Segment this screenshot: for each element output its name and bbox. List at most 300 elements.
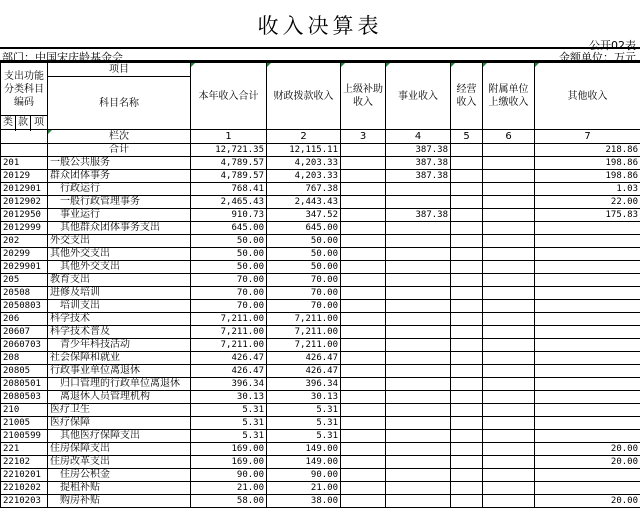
table-row: [1, 170, 640, 183]
row-code: 2100599: [1, 430, 48, 443]
row-c5: [451, 235, 483, 248]
table-row: [1, 352, 640, 365]
row-c4: [386, 391, 451, 404]
row-c3: [341, 495, 386, 508]
row-subject-name: 培训支出: [48, 300, 191, 313]
table-row: [1, 365, 640, 378]
row-subject-name: 进修及培训: [48, 287, 191, 300]
row-c1: 50.00: [191, 248, 267, 261]
row-subject-name: 医疗卫生: [48, 404, 191, 417]
header-lei: 类: [1, 116, 16, 130]
row-c2: 426.47: [267, 365, 341, 378]
total-c6: [483, 144, 535, 157]
row-code: 21005: [1, 417, 48, 430]
header-col5: 经营收入: [451, 63, 483, 130]
row-c1: 90.00: [191, 469, 267, 482]
row-c5: [451, 391, 483, 404]
row-c4: [386, 261, 451, 274]
row-c2: 645.00: [267, 222, 341, 235]
row-c1: 426.47: [191, 365, 267, 378]
row-c5: [451, 495, 483, 508]
row-c2: 149.00: [267, 456, 341, 469]
page-title: 收入决算表: [257, 14, 383, 38]
row-subject-name: 青少年科技活动: [48, 339, 191, 352]
row-c7: [535, 287, 640, 300]
header-col6: 附属单位上缴收入: [483, 63, 535, 130]
row-c4: [386, 469, 451, 482]
row-c4: [386, 300, 451, 313]
row-c5: [451, 261, 483, 274]
row-c3: [341, 261, 386, 274]
row-c3: [341, 287, 386, 300]
row-c2: 30.13: [267, 391, 341, 404]
amount-unit-label: 金额单位：万元: [559, 51, 636, 64]
table-row: [1, 313, 640, 326]
row-c4: [386, 495, 451, 508]
header-item: 项目: [48, 63, 191, 77]
row-subject-name: 科学技术普及: [48, 326, 191, 339]
row-c2: 50.00: [267, 235, 341, 248]
row-c4: [386, 404, 451, 417]
row-code: 2012901: [1, 183, 48, 196]
row-c6: [483, 339, 535, 352]
row-code: 2029901: [1, 261, 48, 274]
row-code: 2012950: [1, 209, 48, 222]
row-subject-name: 其他医疗保障支出: [48, 430, 191, 443]
row-c5: [451, 157, 483, 170]
row-c2: 70.00: [267, 274, 341, 287]
row-code: 206: [1, 313, 48, 326]
row-c4: [386, 456, 451, 469]
row-c4: [386, 326, 451, 339]
row-subject-name: 购房补贴: [48, 495, 191, 508]
header-subject-name: 科目名称: [48, 77, 191, 130]
row-code: 202: [1, 235, 48, 248]
row-c4: [386, 378, 451, 391]
row-subject-name: 行政事业单位离退休: [48, 365, 191, 378]
row-c1: 50.00: [191, 261, 267, 274]
row-code: 2012999: [1, 222, 48, 235]
row-c6: [483, 430, 535, 443]
row-c4: [386, 248, 451, 261]
row-c2: 4,203.33: [267, 170, 341, 183]
header-blank: [1, 130, 48, 144]
total-row: [1, 144, 640, 157]
row-c7: [535, 339, 640, 352]
header-col3: 上级补助收入: [341, 63, 386, 130]
table-row: [1, 196, 640, 209]
table-row: [1, 417, 640, 430]
table-row: [1, 183, 640, 196]
row-c5: [451, 417, 483, 430]
row-c1: 4,789.57: [191, 170, 267, 183]
header-row-label: 栏次: [48, 130, 191, 144]
row-c1: 396.34: [191, 378, 267, 391]
row-c3: [341, 274, 386, 287]
row-code: 201: [1, 157, 48, 170]
row-c1: 21.00: [191, 482, 267, 495]
table-row: [1, 248, 640, 261]
row-c1: 58.00: [191, 495, 267, 508]
table-row: [1, 443, 640, 456]
row-code: 2210203: [1, 495, 48, 508]
total-c4: 387.38: [386, 144, 451, 157]
row-c4: 387.38: [386, 170, 451, 183]
row-c4: 387.38: [386, 209, 451, 222]
row-code: 22102: [1, 456, 48, 469]
row-c6: [483, 248, 535, 261]
row-c5: [451, 183, 483, 196]
row-subject-name: 其他群众团体事务支出: [48, 222, 191, 235]
row-c7: [535, 469, 640, 482]
header-function-code: 支出功能分类科目编码: [1, 63, 48, 116]
row-subject-name: 提租补贴: [48, 482, 191, 495]
header-kuan: 款: [16, 116, 31, 130]
row-c7: 20.00: [535, 443, 640, 456]
row-c4: 387.38: [386, 157, 451, 170]
header-col4: 事业收入: [386, 63, 451, 130]
row-c7: [535, 235, 640, 248]
row-c6: [483, 313, 535, 326]
row-subject-name: 教育支出: [48, 274, 191, 287]
row-c5: [451, 469, 483, 482]
row-c4: [386, 430, 451, 443]
row-subject-name: 离退休人员管理机构: [48, 391, 191, 404]
row-c5: [451, 443, 483, 456]
row-c3: [341, 326, 386, 339]
row-c1: 768.41: [191, 183, 267, 196]
table-row: [1, 469, 640, 482]
row-c6: [483, 456, 535, 469]
row-c6: [483, 183, 535, 196]
row-c4: [386, 339, 451, 352]
row-c7: 175.83: [535, 209, 640, 222]
row-c2: 4,203.33: [267, 157, 341, 170]
row-c3: [341, 482, 386, 495]
row-c4: [386, 417, 451, 430]
table-row: [1, 209, 640, 222]
row-c5: [451, 378, 483, 391]
row-code: 208: [1, 352, 48, 365]
table-row: [1, 404, 640, 417]
row-c5: [451, 313, 483, 326]
row-c5: [451, 209, 483, 222]
row-c3: [341, 209, 386, 222]
table-row: [1, 326, 640, 339]
total-c7: 218.86: [535, 144, 640, 157]
table-row: [1, 482, 640, 495]
row-code: 2050803: [1, 300, 48, 313]
col-number-1: 1: [191, 130, 267, 144]
row-c6: [483, 196, 535, 209]
row-code: 20805: [1, 365, 48, 378]
row-c6: [483, 209, 535, 222]
col-number-7: 7: [535, 130, 640, 144]
row-c7: [535, 326, 640, 339]
row-c6: [483, 287, 535, 300]
row-c4: [386, 274, 451, 287]
row-c7: [535, 378, 640, 391]
row-c4: [386, 482, 451, 495]
row-c5: [451, 404, 483, 417]
row-c6: [483, 157, 535, 170]
row-code: 20508: [1, 287, 48, 300]
header-xiang: 项: [31, 116, 48, 130]
row-c5: [451, 300, 483, 313]
row-subject-name: 科学技术: [48, 313, 191, 326]
row-c4: [386, 352, 451, 365]
row-code: 221: [1, 443, 48, 456]
total-code-blank: [1, 144, 48, 157]
row-c6: [483, 261, 535, 274]
row-c4: [386, 443, 451, 456]
row-c2: 149.00: [267, 443, 341, 456]
row-c3: [341, 404, 386, 417]
table-row: [1, 391, 640, 404]
row-c1: 2,465.43: [191, 196, 267, 209]
table-row: [1, 287, 640, 300]
col-number-4: 4: [386, 130, 451, 144]
row-code: 20299: [1, 248, 48, 261]
row-c2: 50.00: [267, 248, 341, 261]
row-c7: [535, 274, 640, 287]
table-row: [1, 456, 640, 469]
row-c5: [451, 274, 483, 287]
row-c5: [451, 326, 483, 339]
row-subject-name: 一般行政管理事务: [48, 196, 191, 209]
row-c6: [483, 378, 535, 391]
row-c3: [341, 313, 386, 326]
row-subject-name: 外交支出: [48, 235, 191, 248]
row-code: 20607: [1, 326, 48, 339]
row-c3: [341, 352, 386, 365]
table-row: [1, 222, 640, 235]
row-c1: 645.00: [191, 222, 267, 235]
row-subject-name: 住房保障支出: [48, 443, 191, 456]
row-c4: [386, 235, 451, 248]
row-code: 205: [1, 274, 48, 287]
row-c5: [451, 287, 483, 300]
row-code: 20129: [1, 170, 48, 183]
row-c3: [341, 157, 386, 170]
row-c2: 767.38: [267, 183, 341, 196]
row-c4: [386, 313, 451, 326]
row-c3: [341, 222, 386, 235]
col-number-6: 6: [483, 130, 535, 144]
row-c7: [535, 404, 640, 417]
row-c2: 2,443.43: [267, 196, 341, 209]
row-c1: 50.00: [191, 235, 267, 248]
row-c4: [386, 365, 451, 378]
row-c1: 7,211.00: [191, 313, 267, 326]
row-code: 2080501: [1, 378, 48, 391]
row-c6: [483, 482, 535, 495]
col-number-3: 3: [341, 130, 386, 144]
row-c7: 22.00: [535, 196, 640, 209]
table-row: [1, 378, 640, 391]
row-subject-name: 事业运行: [48, 209, 191, 222]
row-c5: [451, 196, 483, 209]
col-number-2: 2: [267, 130, 341, 144]
row-c5: [451, 248, 483, 261]
table-row: [1, 274, 640, 287]
row-c7: 198.86: [535, 170, 640, 183]
row-c3: [341, 300, 386, 313]
row-c7: [535, 391, 640, 404]
row-c6: [483, 352, 535, 365]
row-c2: 38.00: [267, 495, 341, 508]
table-row: [1, 261, 640, 274]
row-c1: 30.13: [191, 391, 267, 404]
row-c6: [483, 495, 535, 508]
table-row: [1, 495, 640, 508]
row-c2: 90.00: [267, 469, 341, 482]
row-c6: [483, 404, 535, 417]
row-c7: [535, 417, 640, 430]
row-c5: [451, 222, 483, 235]
row-c1: 426.47: [191, 352, 267, 365]
row-c7: 20.00: [535, 456, 640, 469]
row-c3: [341, 417, 386, 430]
row-c3: [341, 170, 386, 183]
row-c6: [483, 469, 535, 482]
row-c2: 7,211.00: [267, 339, 341, 352]
row-c7: [535, 430, 640, 443]
row-c3: [341, 248, 386, 261]
row-c2: 21.00: [267, 482, 341, 495]
row-c2: 70.00: [267, 300, 341, 313]
row-c1: 70.00: [191, 274, 267, 287]
row-c5: [451, 456, 483, 469]
col-number-5: 5: [451, 130, 483, 144]
row-c3: [341, 339, 386, 352]
row-c3: [341, 391, 386, 404]
row-c6: [483, 274, 535, 287]
row-subject-name: 一般公共服务: [48, 157, 191, 170]
row-code: 2080503: [1, 391, 48, 404]
row-subject-name: 群众团体事务: [48, 170, 191, 183]
row-c2: 70.00: [267, 287, 341, 300]
row-c1: 5.31: [191, 417, 267, 430]
row-c7: 198.86: [535, 157, 640, 170]
row-c3: [341, 378, 386, 391]
row-c7: [535, 313, 640, 326]
row-c1: 4,789.57: [191, 157, 267, 170]
row-subject-name: 其他外交支出: [48, 248, 191, 261]
row-subject-name: 社会保障和就业: [48, 352, 191, 365]
table-row: [1, 157, 640, 170]
row-c2: 50.00: [267, 261, 341, 274]
total-c1: 12,721.35: [191, 144, 267, 157]
header-col2: 财政拨款收入: [267, 63, 341, 130]
row-c2: 7,211.00: [267, 313, 341, 326]
row-c4: [386, 183, 451, 196]
row-subject-name: 医疗保障: [48, 417, 191, 430]
row-c2: 5.31: [267, 417, 341, 430]
row-subject-name: 其他外交支出: [48, 261, 191, 274]
row-c2: 426.47: [267, 352, 341, 365]
row-c3: [341, 196, 386, 209]
row-c5: [451, 352, 483, 365]
header-col1: 本年收入合计: [191, 63, 267, 130]
row-c1: 5.31: [191, 430, 267, 443]
row-c7: [535, 222, 640, 235]
row-c2: 7,211.00: [267, 326, 341, 339]
department-label: 部门：中国宋庆龄基金会: [2, 51, 123, 64]
row-c4: [386, 196, 451, 209]
row-c6: [483, 365, 535, 378]
row-c6: [483, 235, 535, 248]
row-c1: 70.00: [191, 300, 267, 313]
row-c5: [451, 170, 483, 183]
row-code: 210: [1, 404, 48, 417]
row-c2: 5.31: [267, 404, 341, 417]
row-subject-name: 行政运行: [48, 183, 191, 196]
form-number: 公开02表: [589, 39, 636, 52]
row-c3: [341, 469, 386, 482]
row-subject-name: 住房改革支出: [48, 456, 191, 469]
row-code: 2210201: [1, 469, 48, 482]
row-c6: [483, 417, 535, 430]
row-c7: [535, 248, 640, 261]
row-c7: 20.00: [535, 495, 640, 508]
row-c5: [451, 339, 483, 352]
row-c3: [341, 183, 386, 196]
table-row: [1, 235, 640, 248]
row-code: 2012902: [1, 196, 48, 209]
header-col7: 其他收入: [535, 63, 640, 130]
total-label: 合计: [48, 144, 191, 157]
row-c6: [483, 391, 535, 404]
row-c3: [341, 430, 386, 443]
row-code: 2060703: [1, 339, 48, 352]
row-c6: [483, 222, 535, 235]
row-c2: 347.52: [267, 209, 341, 222]
row-c6: [483, 300, 535, 313]
row-c1: 169.00: [191, 456, 267, 469]
row-c6: [483, 443, 535, 456]
row-c5: [451, 482, 483, 495]
row-subject-name: 住房公积金: [48, 469, 191, 482]
row-c3: [341, 235, 386, 248]
row-c7: [535, 261, 640, 274]
row-c3: [341, 365, 386, 378]
row-c5: [451, 365, 483, 378]
table-row: [1, 430, 640, 443]
row-c4: [386, 222, 451, 235]
row-c7: [535, 365, 640, 378]
row-c4: [386, 287, 451, 300]
row-code: 2210202: [1, 482, 48, 495]
row-c6: [483, 326, 535, 339]
table-row: [1, 339, 640, 352]
row-c3: [341, 456, 386, 469]
total-c2: 12,115.11: [267, 144, 341, 157]
income-final-accounts-table: [0, 62, 640, 508]
row-c7: [535, 300, 640, 313]
row-c7: 1.03: [535, 183, 640, 196]
row-c7: [535, 352, 640, 365]
row-c7: [535, 482, 640, 495]
row-c1: 910.73: [191, 209, 267, 222]
total-c3: [341, 144, 386, 157]
row-c1: 7,211.00: [191, 326, 267, 339]
row-c1: 7,211.00: [191, 339, 267, 352]
total-c5: [451, 144, 483, 157]
row-subject-name: 归口管理的行政单位离退休: [48, 378, 191, 391]
row-c1: 70.00: [191, 287, 267, 300]
row-c3: [341, 443, 386, 456]
